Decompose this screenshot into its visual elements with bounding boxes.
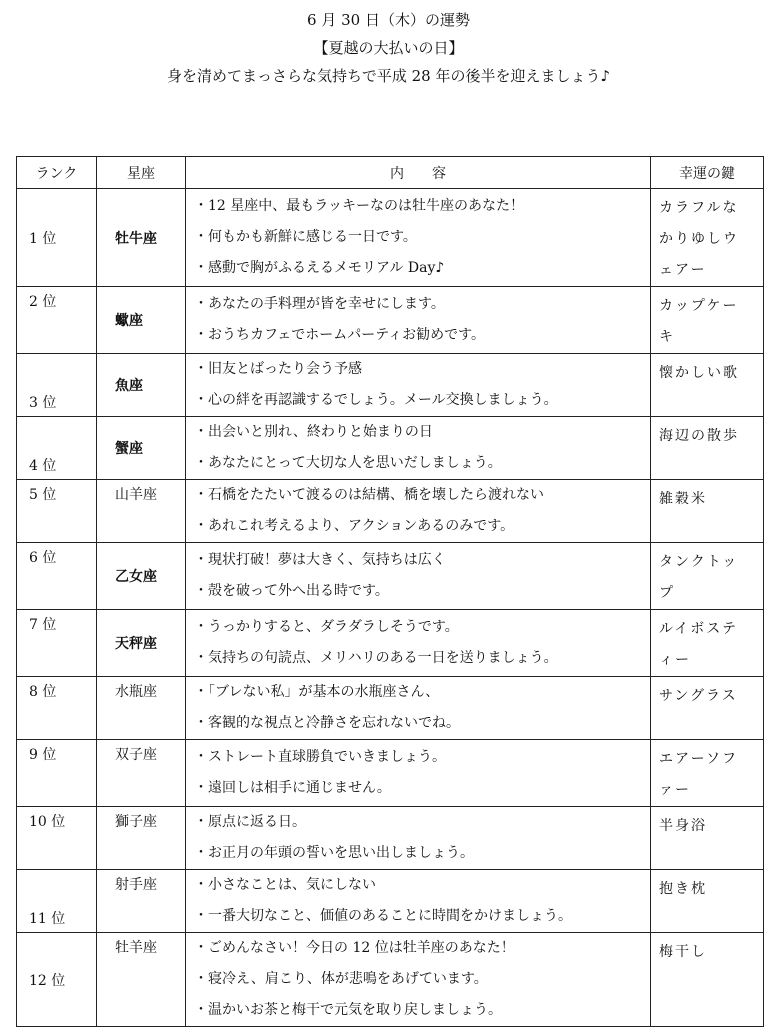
rank-cell: 1 位 bbox=[17, 189, 97, 287]
document-header bbox=[0, 6, 777, 90]
rank-cell: 8 位 bbox=[17, 677, 97, 740]
table-row bbox=[17, 677, 764, 740]
lucky-key-text: 懐かしい歌 bbox=[659, 365, 739, 381]
table-body bbox=[17, 189, 764, 1027]
sign-cell: 山羊座 bbox=[97, 480, 186, 543]
lucky-key-text: ァー bbox=[659, 782, 691, 798]
lucky-key-cell bbox=[651, 480, 764, 543]
lucky-key-text: 雑穀米 bbox=[659, 491, 707, 507]
content-line: ・心の絆を再認識するでしょう。メール交換しましょう。 bbox=[194, 392, 558, 408]
sign-cell: 水瓶座 bbox=[97, 677, 186, 740]
content-line: ・一番大切なこと、価値のあることに時間をかけましょう。 bbox=[194, 908, 572, 924]
lucky-key-cell bbox=[651, 677, 764, 740]
sign-cell: 蟹座 bbox=[97, 417, 186, 480]
content-line: ・うっかりすると、ダラダラしそうです。 bbox=[194, 619, 459, 635]
lucky-key-text: ェアー bbox=[659, 262, 707, 278]
sign-cell: 乙女座 bbox=[97, 543, 186, 610]
lucky-key-text: 海辺の散歩 bbox=[659, 428, 739, 444]
table-row bbox=[17, 610, 764, 677]
lucky-key-text: かりゆしウ bbox=[659, 231, 739, 247]
column-header-sign: 星座 bbox=[97, 157, 186, 189]
column-header-rank: ランク bbox=[17, 157, 97, 189]
content-line: ・ごめんなさい！今日の 12 位は牡羊座のあなた！ bbox=[194, 940, 515, 956]
table-row bbox=[17, 189, 764, 287]
table-row bbox=[17, 740, 764, 807]
lucky-key-cell bbox=[651, 610, 764, 677]
sign-cell: 双子座 bbox=[97, 740, 186, 807]
sign-cell: 牡羊座 bbox=[97, 933, 186, 1027]
content-line: ・現状打破！夢は大きく、気持ちは広く bbox=[194, 552, 446, 568]
lucky-key-text: エアーソフ bbox=[659, 751, 739, 767]
content-cell bbox=[186, 870, 651, 933]
content-line: ・感動で胸がふるえるメモリアル Day♪ bbox=[194, 260, 445, 276]
rank-cell: 6 位 bbox=[17, 543, 97, 610]
lucky-key-cell bbox=[651, 287, 764, 354]
content-line: ・ストレート直球勝負でいきましょう。 bbox=[194, 749, 446, 765]
lucky-key-text: カラフルな bbox=[659, 200, 739, 216]
table-row bbox=[17, 543, 764, 610]
content-line: ・出会いと別れ、終わりと始まりの日 bbox=[194, 424, 433, 440]
lucky-key-text: サングラス bbox=[659, 688, 738, 704]
rank-cell: 11 位 bbox=[17, 870, 97, 933]
content-line: ・12 星座中、最もラッキーなのは牡牛座のあなた！ bbox=[194, 198, 524, 214]
content-line: ・原点に返る日。 bbox=[194, 814, 306, 830]
sign-cell: 牡牛座 bbox=[97, 189, 186, 287]
sign-cell: 蠍座 bbox=[97, 287, 186, 354]
lucky-key-cell bbox=[651, 740, 764, 807]
content-cell bbox=[186, 610, 651, 677]
event-title: 【夏越の大払いの日】 bbox=[313, 39, 464, 57]
lucky-key-cell bbox=[651, 543, 764, 610]
content-cell bbox=[186, 933, 651, 1027]
lucky-key-cell bbox=[651, 807, 764, 870]
lucky-key-text: ィー bbox=[659, 652, 691, 668]
subtitle: 身を清めてまっさらな気持ちで平成 28 年の後半を迎えましょう♪ bbox=[166, 67, 611, 85]
lucky-key-text: キ bbox=[659, 329, 675, 345]
content-line: ・あれこれ考えるより、アクションあるのみです。 bbox=[194, 518, 515, 534]
content-line: ・寝冷え、肩こり、体が悲鳴をあげています。 bbox=[194, 971, 488, 987]
lucky-key-cell bbox=[651, 870, 764, 933]
content-cell bbox=[186, 480, 651, 543]
table-row bbox=[17, 870, 764, 933]
lucky-key-text: カップケー bbox=[659, 298, 739, 314]
lucky-key-text: 半身浴 bbox=[659, 818, 707, 834]
sign-cell: 獅子座 bbox=[97, 807, 186, 870]
content-line: ・客観的な視点と冷静さを忘れないでね。 bbox=[194, 715, 460, 731]
rank-cell: 12 位 bbox=[17, 933, 97, 1027]
content-cell bbox=[186, 543, 651, 610]
content-cell bbox=[186, 677, 651, 740]
horoscope-table bbox=[16, 156, 764, 1027]
content-line: ・遠回しは相手に通じません。 bbox=[194, 780, 391, 796]
rank-cell: 7 位 bbox=[17, 610, 97, 677]
content-line: ・気持ちの句読点、メリハリのある一日を送りましょう。 bbox=[194, 650, 558, 666]
rank-cell: 4 位 bbox=[17, 417, 97, 480]
content-line: ・あなたにとって大切な人を思いだしましょう。 bbox=[194, 455, 502, 471]
content-cell bbox=[186, 807, 651, 870]
rank-cell: 10 位 bbox=[17, 807, 97, 870]
table-row bbox=[17, 807, 764, 870]
content-cell bbox=[186, 740, 651, 807]
lucky-key-text: ルイボステ bbox=[659, 621, 739, 637]
sign-cell: 天秤座 bbox=[97, 610, 186, 677]
content-line: ・お正月の年頭の誓いを思い出しましょう。 bbox=[194, 845, 474, 861]
content-line: ・殻を破って外へ出る時です。 bbox=[194, 583, 389, 599]
content-cell bbox=[186, 354, 651, 417]
table-row bbox=[17, 480, 764, 543]
lucky-key-cell bbox=[651, 354, 764, 417]
sign-cell: 魚座 bbox=[97, 354, 186, 417]
content-line: ・何もかも新鮮に感じる一日です。 bbox=[194, 229, 417, 245]
table-header-row bbox=[17, 157, 764, 189]
content-line: ・「ブレない私」が基本の水瓶座さん、 bbox=[194, 684, 440, 700]
date-title: 6 月 30 日（木）の運勢 bbox=[307, 11, 470, 29]
lucky-key-text: タンクトッ bbox=[659, 554, 739, 570]
content-line: ・温かいお茶と梅干で元気を取り戻しましょう。 bbox=[194, 1002, 502, 1018]
sign-cell: 射手座 bbox=[97, 870, 186, 933]
column-header-content: 内 容 bbox=[186, 157, 651, 189]
content-line: ・石橋をたたいて渡るのは結構、橋を壊したら渡れない bbox=[194, 487, 544, 503]
table-row bbox=[17, 417, 764, 480]
content-line: ・おうちカフェでホームパーティお勧めです。 bbox=[194, 327, 486, 343]
lucky-key-cell bbox=[651, 189, 764, 287]
rank-cell: 2 位 bbox=[17, 287, 97, 354]
table-row bbox=[17, 354, 764, 417]
column-header-lucky-key: 幸運の鍵 bbox=[651, 157, 764, 189]
content-line: ・旧友とばったり会う予感 bbox=[194, 361, 362, 377]
rank-cell: 3 位 bbox=[17, 354, 97, 417]
content-cell bbox=[186, 189, 651, 287]
content-line: ・あなたの手料理が皆を幸せにします。 bbox=[194, 296, 445, 312]
rank-cell: 9 位 bbox=[17, 740, 97, 807]
table-row bbox=[17, 933, 764, 1027]
lucky-key-cell bbox=[651, 417, 764, 480]
content-cell bbox=[186, 417, 651, 480]
lucky-key-text: 抱き枕 bbox=[659, 881, 707, 897]
content-cell bbox=[186, 287, 651, 354]
lucky-key-text: プ bbox=[659, 585, 675, 601]
table-row bbox=[17, 287, 764, 354]
lucky-key-text: 梅干し bbox=[659, 944, 707, 960]
lucky-key-cell bbox=[651, 933, 764, 1027]
rank-cell: 5 位 bbox=[17, 480, 97, 543]
content-line: ・小さなことは、気にしない bbox=[194, 877, 376, 893]
